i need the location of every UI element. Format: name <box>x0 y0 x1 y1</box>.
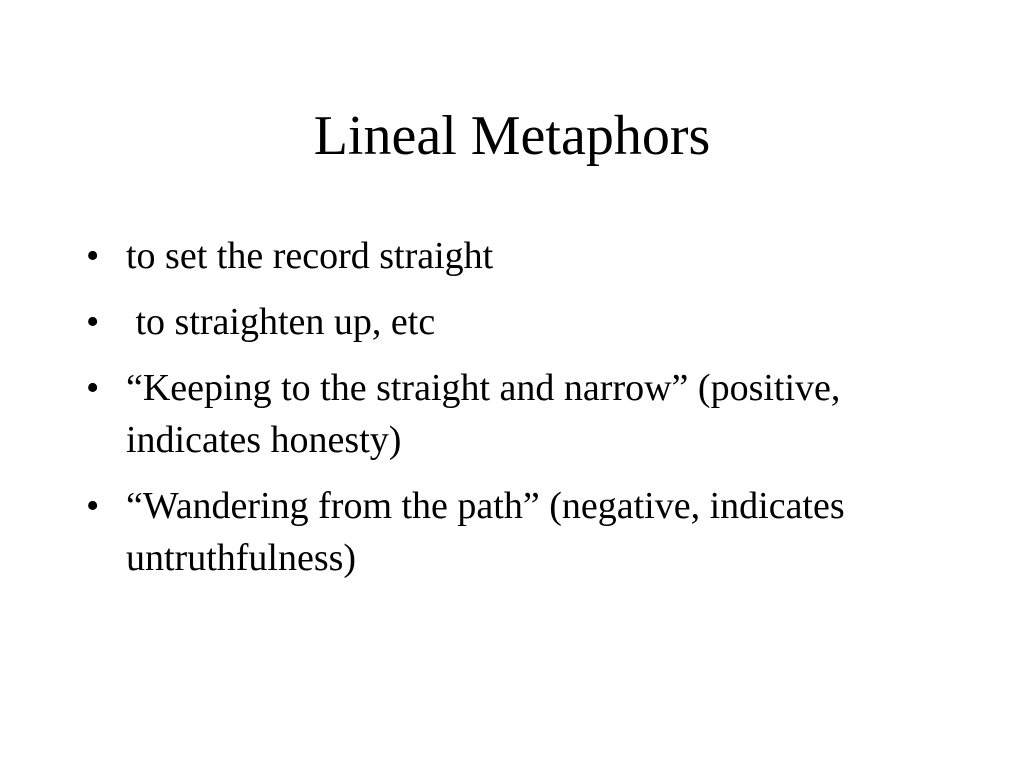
bullet-item <box>86 480 946 584</box>
bullet-text: “Keeping to the straight and narrow” (positive, indicates honesty) <box>126 367 850 461</box>
bullet-icon: • <box>86 367 100 409</box>
bullet-icon: • <box>86 235 100 277</box>
bullet-item <box>86 230 946 282</box>
bullet-icon: • <box>86 301 100 343</box>
slide-title: Lineal Metaphors <box>313 105 711 167</box>
bullet-text: “Wandering from the path” (negative, indicates untruthfulness) <box>126 485 855 579</box>
bullet-item <box>86 362 946 466</box>
bullet-text: to set the record straight <box>126 235 494 277</box>
bullet-text: to straighten up, etc <box>126 301 436 343</box>
bullet-item <box>86 296 946 348</box>
bullet-icon: • <box>86 485 100 527</box>
bullet-list <box>86 230 946 598</box>
